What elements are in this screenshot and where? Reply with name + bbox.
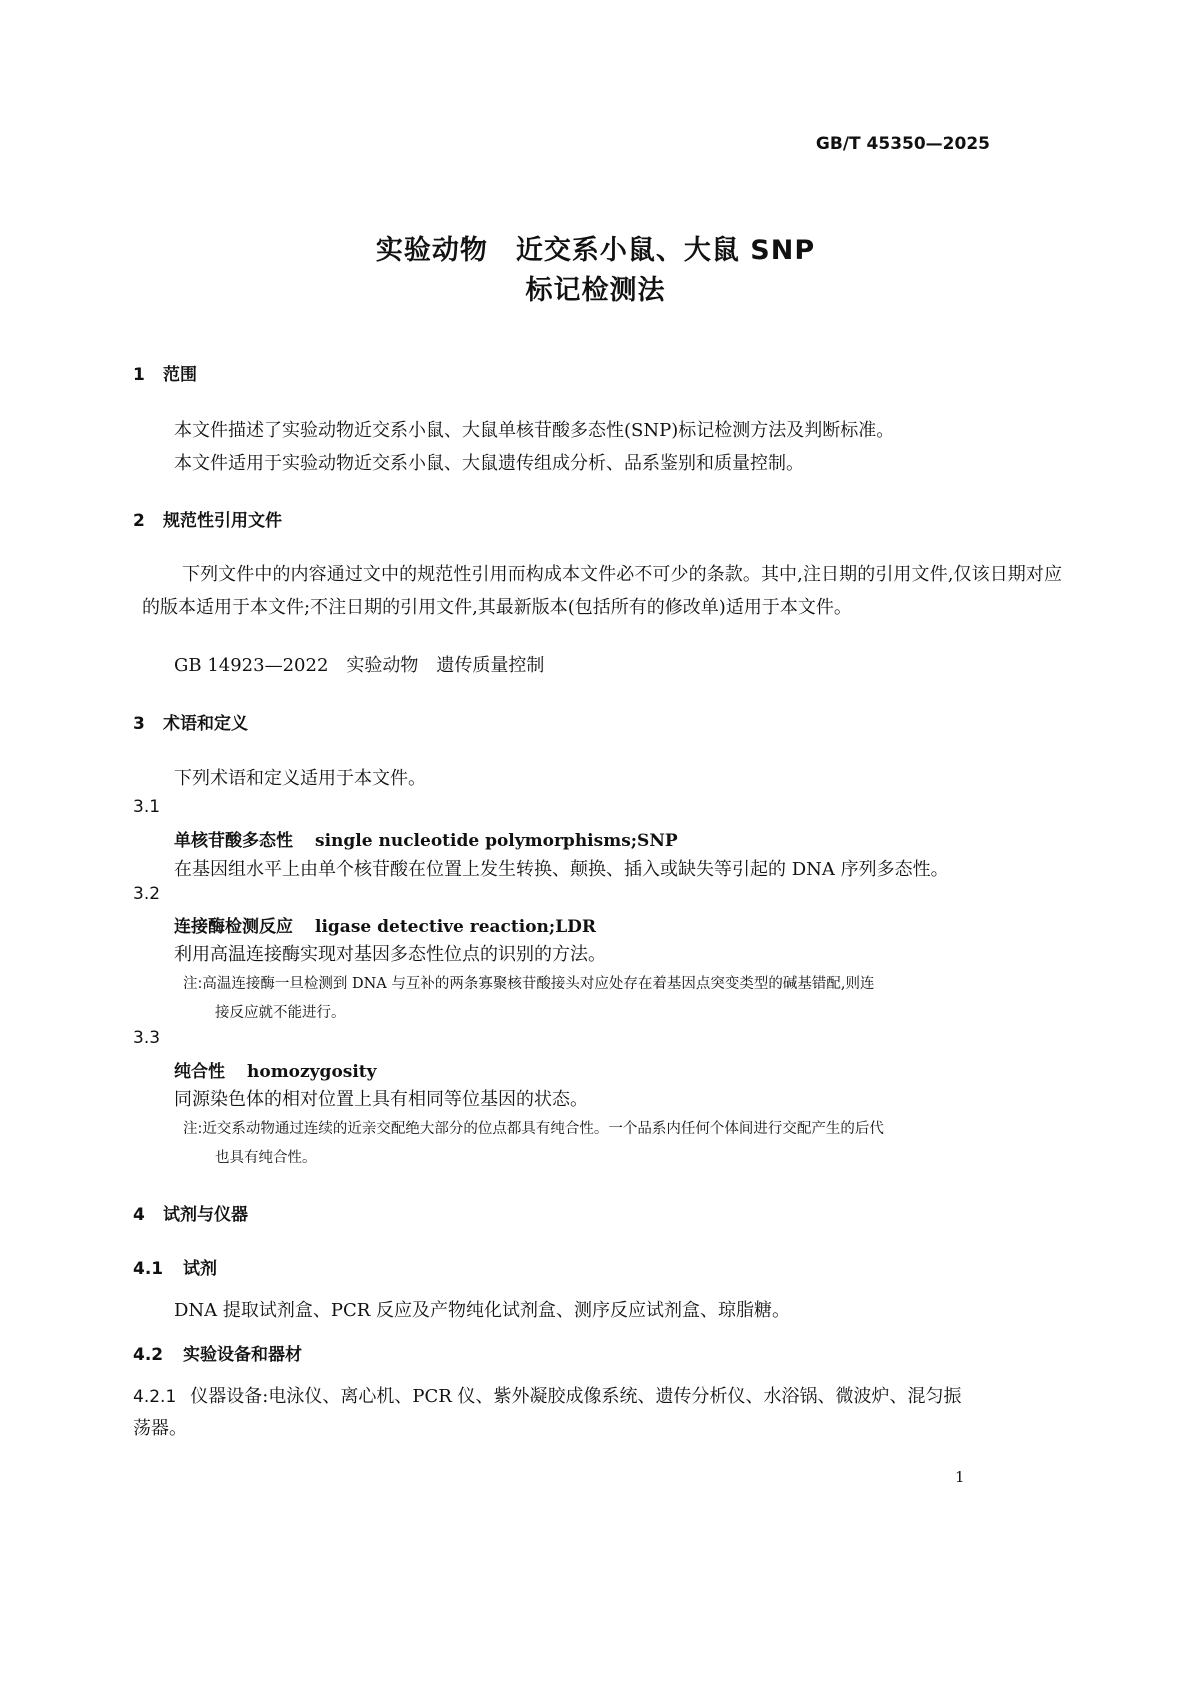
term-3-2-title: 连接酶检测反应 ligase detective reaction;LDR: [174, 917, 597, 937]
section-4-1-paragraph: DNA 提取试剂盒、PCR 反应及产物纯化试剂盒、测序反应试剂盒、琼脂糖。: [174, 1300, 791, 1321]
section-2-paragraph: 下列文件中的内容通过文中的规范性引用而构成本文件必不可少的条款。其中,注日期的引用文件,仅该日期对应的版本适用于本文件;不注日期的引用文件,其最新版本(包括所有的修改单)适用于本文件。: [142, 564, 1062, 618]
section-3-heading: 3 术语和定义: [133, 714, 248, 734]
page-number: 1: [955, 1468, 965, 1486]
section-1-paragraph-2: 本文件适用于实验动物近交系小鼠、大鼠遗传组成分析、品系鉴别和质量控制。: [174, 453, 804, 474]
section-1-heading: 1 范围: [133, 365, 197, 385]
section-3-intro: 下列术语和定义适用于本文件。: [174, 768, 426, 789]
clause-4-2-1-line-1: 4.2.1 仪器设备:电泳仪、离心机、PCR 仪、紫外凝胶成像系统、遗传分析仪、水浴锅、微波炉、混匀振: [133, 1386, 962, 1407]
section-4-heading: 4 试剂与仪器: [133, 1205, 248, 1225]
term-3-1-definition: 在基因组水平上由单个核苷酸在位置上发生转换、颠换、插入或缺失等引起的 DNA 序列多态性。: [174, 859, 949, 880]
clause-4-2-1-line-2: 荡器。: [133, 1418, 187, 1439]
term-3-2-number: 3.2: [133, 884, 161, 904]
term-3-2-definition: 利用高温连接酶实现对基因多态性位点的识别的方法。: [174, 944, 606, 965]
normative-reference: GB 14923—2022 实验动物 遗传质量控制: [174, 655, 545, 676]
section-1-paragraph-1: 本文件描述了实验动物近交系小鼠、大鼠单核苷酸多态性(SNP)标记检测方法及判断标准。: [174, 420, 895, 441]
term-3-3-title: 纯合性 homozygosity: [174, 1062, 377, 1082]
term-3-3-definition: 同源染色体的相对位置上具有相同等位基因的状态。: [174, 1089, 588, 1110]
section-2-heading: 2 规范性引用文件: [133, 511, 282, 531]
term-3-3-number: 3.3: [133, 1028, 161, 1048]
section-4-1-heading: 4.1 试剂: [133, 1259, 217, 1279]
section-4-2-heading: 4.2 实验设备和器材: [133, 1345, 302, 1365]
term-3-1-number: 3.1: [133, 797, 161, 817]
term-3-1-title: 单核苷酸多态性 single nucleotide polymorphisms;SNP: [174, 831, 678, 851]
term-3-3-note: 注:近交系动物通过连续的近亲交配绝大部分的位点都具有纯合性。一个品系内任何个体间进行交配产生的后代 也具有纯合性。: [183, 1121, 884, 1166]
term-3-2-note: 注:高温连接酶一旦检测到 DNA 与互补的两条寡聚核苷酸接头对应处存在着基因点突变类型的碱基错配,则连 接反应就不能进行。: [183, 976, 875, 1021]
document-title-line2: 标记检测法: [525, 275, 666, 306]
standard-number: GB/T 45350—2025: [815, 134, 990, 154]
document-title-line1: 实验动物 近交系小鼠、大鼠 SNP: [375, 235, 816, 266]
